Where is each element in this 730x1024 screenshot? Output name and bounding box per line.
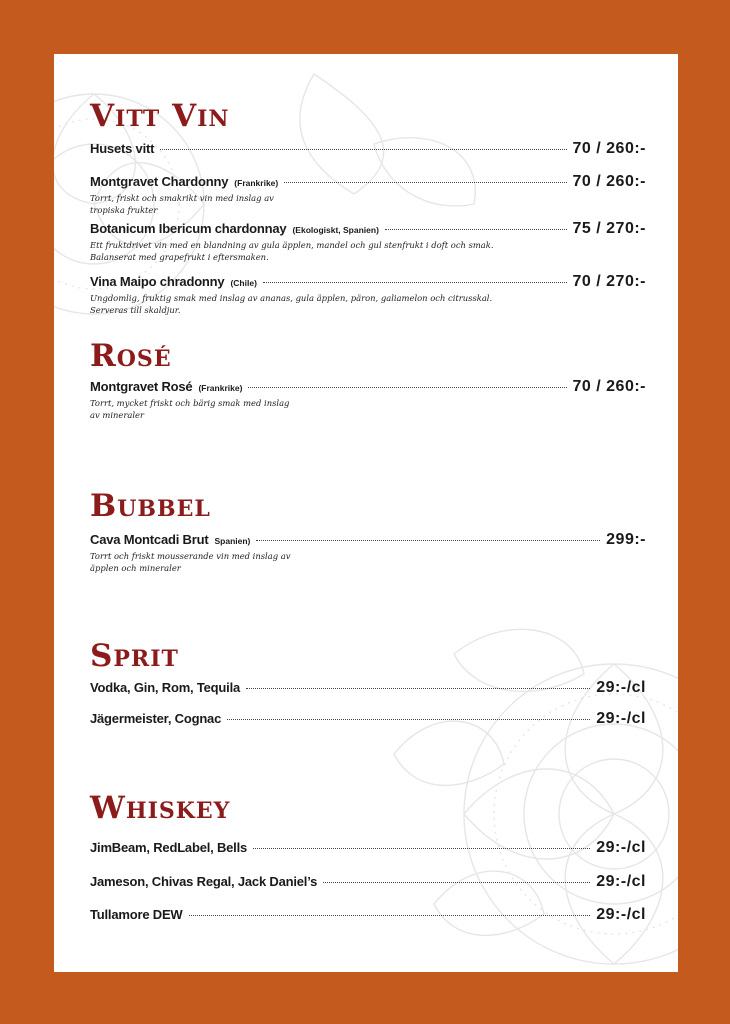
leader-dots [323, 882, 590, 883]
item-price: 29:-/cl [596, 906, 646, 923]
item-price: 29:-/cl [596, 710, 646, 727]
item-name: Husets vitt [90, 141, 155, 156]
item-name: Jameson, Chivas Regal, Jack Daniel’s [90, 874, 318, 889]
section-title-sprit: Sprit [90, 638, 179, 674]
item-origin: Spanien) [214, 536, 251, 546]
item-origin: (Frankrike) [198, 383, 243, 393]
item-price: 29:-/cl [596, 873, 646, 890]
leader-dots [248, 387, 566, 388]
item-price: 70 / 260:- [572, 140, 646, 157]
section-title-rose: Rosé [90, 338, 172, 374]
menu-item [90, 906, 646, 924]
item-price: 70 / 260:- [572, 173, 646, 190]
menu-item [90, 839, 646, 857]
item-name: Tullamore DEW [90, 907, 183, 922]
leader-dots [189, 915, 591, 916]
menu-item [90, 140, 646, 158]
leader-dots [256, 540, 600, 541]
menu-item [90, 378, 646, 421]
item-name: Montgravet Chardonny [90, 174, 229, 189]
item-name: Vina Maipo chradonny [90, 274, 225, 289]
item-origin: (Frankrike) [234, 178, 279, 188]
menu-item [90, 873, 646, 891]
item-name: Cava Montcadi Brut [90, 532, 209, 547]
leader-dots [263, 282, 567, 283]
leader-dots [160, 149, 566, 150]
menu-item [90, 220, 646, 263]
item-description: Torrt, mycket friskt och bärig smak med inslag av mineraler [90, 398, 290, 420]
item-price: 29:-/cl [596, 839, 646, 856]
item-description: Torrt och friskt mousserande vin med inslag av äpplen och mineraler [90, 551, 291, 573]
menu-page [54, 54, 678, 972]
item-price: 299:- [606, 531, 646, 548]
item-name: Montgravet Rosé [90, 379, 193, 394]
item-origin: (Ekologiskt, Spanien) [292, 225, 379, 235]
menu-item [90, 173, 646, 216]
item-origin: (Chile) [230, 278, 257, 288]
item-name: Botanicum Ibericum chardonnay [90, 221, 287, 236]
menu-item [90, 531, 646, 574]
item-price: 29:-/cl [596, 679, 646, 696]
leader-dots [246, 688, 590, 689]
leader-dots [284, 182, 566, 183]
leader-dots [253, 848, 590, 849]
section-title-vitt-vin: Vitt Vin [90, 98, 230, 134]
item-price: 75 / 270:- [572, 220, 646, 237]
section-title-whiskey: Whiskey [90, 790, 231, 826]
menu-item [90, 679, 646, 697]
leader-dots [227, 719, 590, 720]
item-price: 70 / 270:- [572, 273, 646, 290]
menu-item [90, 273, 646, 316]
item-price: 70 / 260:- [572, 378, 646, 395]
item-name: Vodka, Gin, Rom, Tequila [90, 680, 241, 695]
item-name: JimBeam, RedLabel, Bells [90, 840, 248, 855]
item-name: Jägermeister, Cognac [90, 711, 222, 726]
item-description: Ungdomlig, fruktig smak med inslag av ananas, gula äpplen, päron, galiamelon och citrusskal. Serveras till skaldjur. [90, 293, 493, 315]
item-description: Torrt, friskt och smakrikt vin med inslag av tropiska frukter [90, 193, 274, 215]
menu-item [90, 710, 646, 728]
item-description: Ett fruktdrivet vin med en blandning av gula äpplen, mandel och gul stenfrukt i doft och smak. Balanserat med grapefrukt i eftersmaken. [90, 240, 494, 262]
section-title-bubbel: Bubbel [90, 488, 211, 524]
leader-dots [385, 229, 567, 230]
